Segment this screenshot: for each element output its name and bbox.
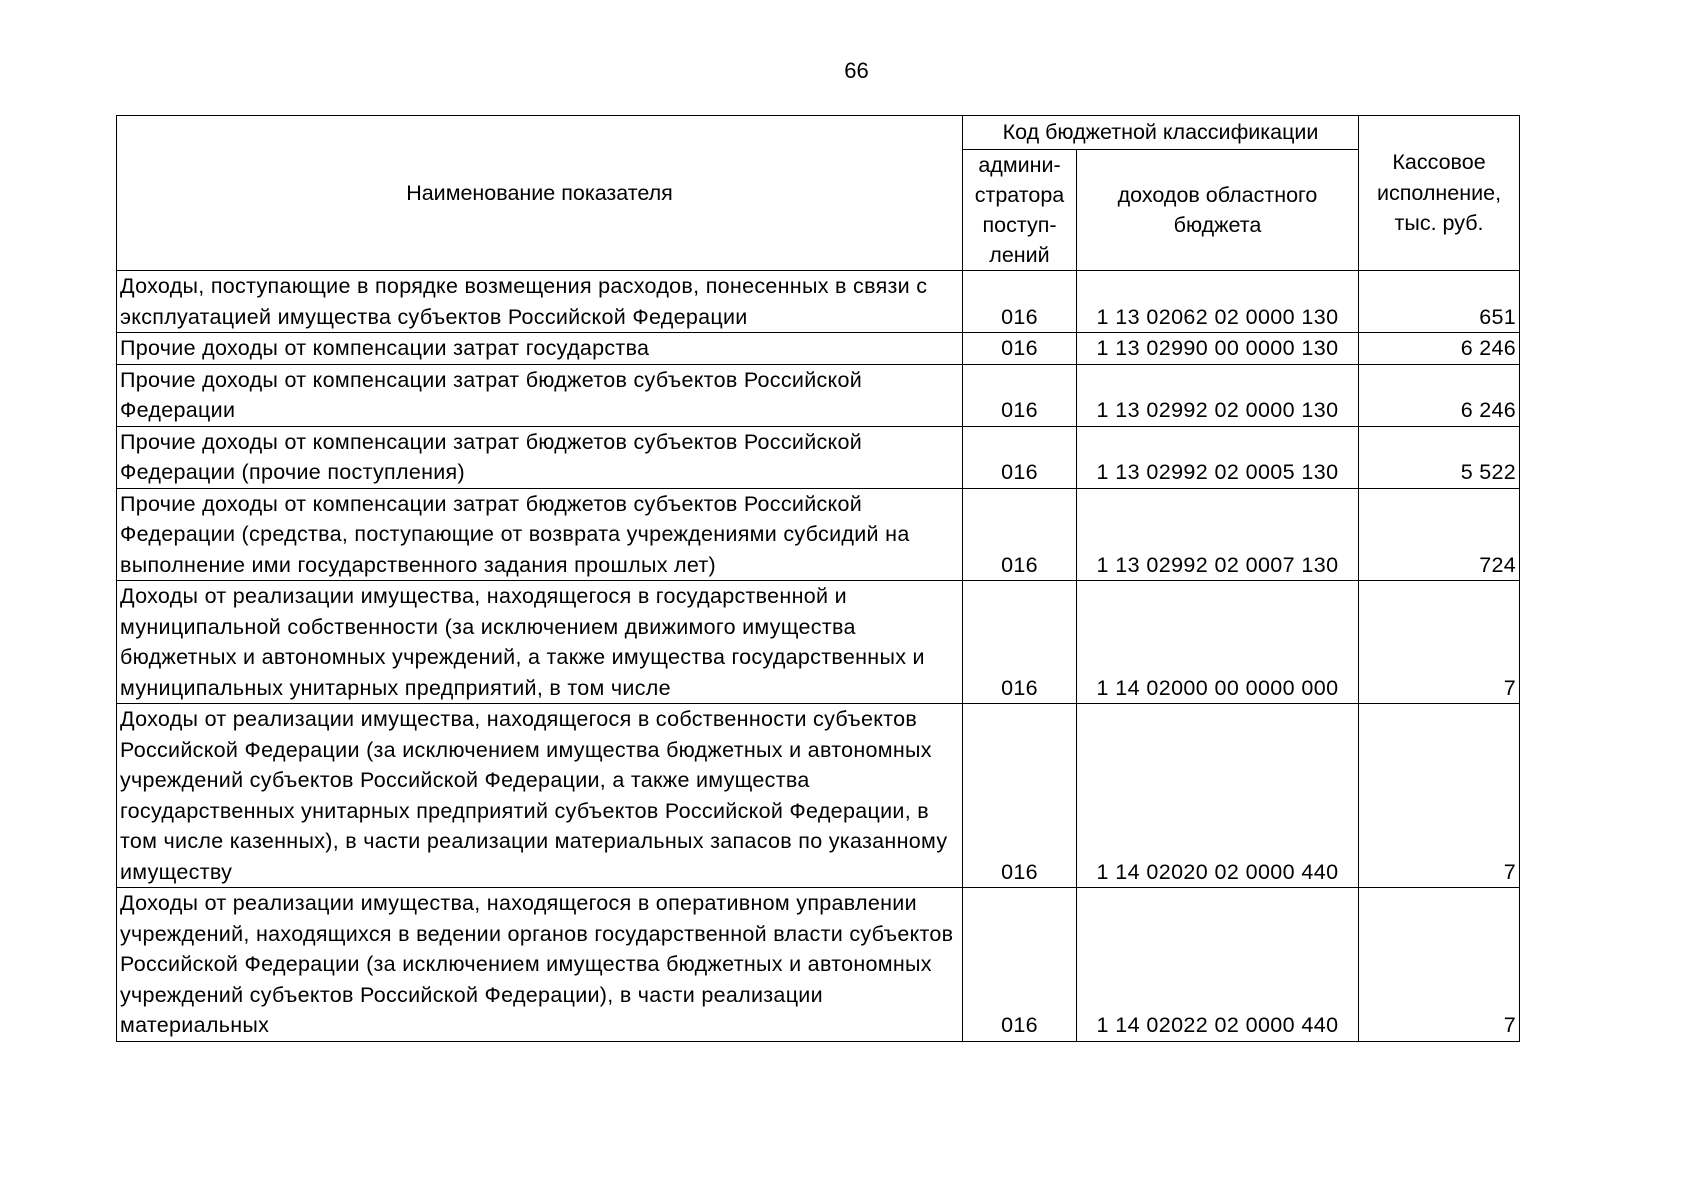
row-amount: 7 — [1359, 581, 1520, 704]
row-name: Доходы от реализации имущества, находящегося в оперативном управлении учреждений, находящихся в ведении органов государственной власти субъектов Российской Федерации (за исключением имущества бюджетных и автономных учреждений субъектов Российской Федерации), в части реализации материальных — [117, 888, 963, 1042]
row-name: Доходы от реализации имущества, находящегося в государственной и муниципальной собственности (за исключением движимого имущества бюджетных и автономных учреждений, а также имущества государственных и муниципальных унитарных предприятий, в том числе — [117, 581, 963, 704]
row-name: Прочие доходы от компенсации затрат бюджетов субъектов Российской Федерации — [117, 364, 963, 426]
row-budget-code: 1 14 02020 02 0000 440 — [1077, 704, 1359, 888]
row-budget-code: 1 14 02022 02 0000 440 — [1077, 888, 1359, 1042]
budget-revenue-table — [116, 115, 1520, 1042]
header-administrator: админи-стратора поступ-лений — [963, 150, 1077, 271]
row-name: Доходы от реализации имущества, находящегося в собственности субъектов Российской Федерации (за исключением имущества бюджетных и автономных учреждений субъектов Российской Федерации, а также имущества государственных унитарных предприятий субъектов Российской Федерации, в том числе казенных), в части реализации материальных запасов по указанному имуществу — [117, 704, 963, 888]
row-admin-code: 016 — [963, 364, 1077, 426]
header-revenue-code: доходов областного бюджета — [1077, 150, 1359, 271]
header-classification-code: Код бюджетной классификации — [963, 116, 1359, 150]
row-budget-code: 1 14 02000 00 0000 000 — [1077, 581, 1359, 704]
header-cash-execution: Кассовое исполнение, тыс. руб. — [1359, 116, 1520, 271]
row-budget-code: 1 13 02992 02 0000 130 — [1077, 364, 1359, 426]
row-amount: 7 — [1359, 704, 1520, 888]
row-admin-code: 016 — [963, 581, 1077, 704]
row-amount: 6 246 — [1359, 333, 1520, 365]
row-name: Доходы, поступающие в порядке возмещения расходов, понесенных в связи с эксплуатацией имущества субъектов Российской Федерации — [117, 271, 963, 333]
row-name: Прочие доходы от компенсации затрат государства — [117, 333, 963, 365]
row-admin-code: 016 — [963, 333, 1077, 365]
row-name: Прочие доходы от компенсации затрат бюджетов субъектов Российской Федерации (средства, поступающие от возврата учреждениями субсидий на выполнение ими государственного задания прошлых лет) — [117, 488, 963, 581]
row-admin-code: 016 — [963, 426, 1077, 488]
row-amount: 5 522 — [1359, 426, 1520, 488]
row-budget-code: 1 13 02062 02 0000 130 — [1077, 271, 1359, 333]
page-number: 66 — [844, 58, 869, 83]
table-header — [117, 116, 1520, 271]
row-budget-code: 1 13 02992 02 0007 130 — [1077, 488, 1359, 581]
row-name: Прочие доходы от компенсации затрат бюджетов субъектов Российской Федерации (прочие поступления) — [117, 426, 963, 488]
row-amount: 7 — [1359, 888, 1520, 1042]
table-row — [117, 488, 1520, 581]
table-row — [117, 888, 1520, 1042]
table-row — [117, 426, 1520, 488]
row-admin-code: 016 — [963, 888, 1077, 1042]
row-amount: 724 — [1359, 488, 1520, 581]
row-admin-code: 016 — [963, 704, 1077, 888]
header-indicator-name: Наименование показателя — [117, 116, 963, 271]
table-row — [117, 333, 1520, 365]
row-budget-code: 1 13 02992 02 0005 130 — [1077, 426, 1359, 488]
row-admin-code: 016 — [963, 488, 1077, 581]
row-budget-code: 1 13 02990 00 0000 130 — [1077, 333, 1359, 365]
table-row — [117, 271, 1520, 333]
table-row — [117, 704, 1520, 888]
table-row — [117, 581, 1520, 704]
table-row — [117, 364, 1520, 426]
table-body — [117, 271, 1520, 1042]
row-admin-code: 016 — [963, 271, 1077, 333]
row-amount: 651 — [1359, 271, 1520, 333]
row-amount: 6 246 — [1359, 364, 1520, 426]
